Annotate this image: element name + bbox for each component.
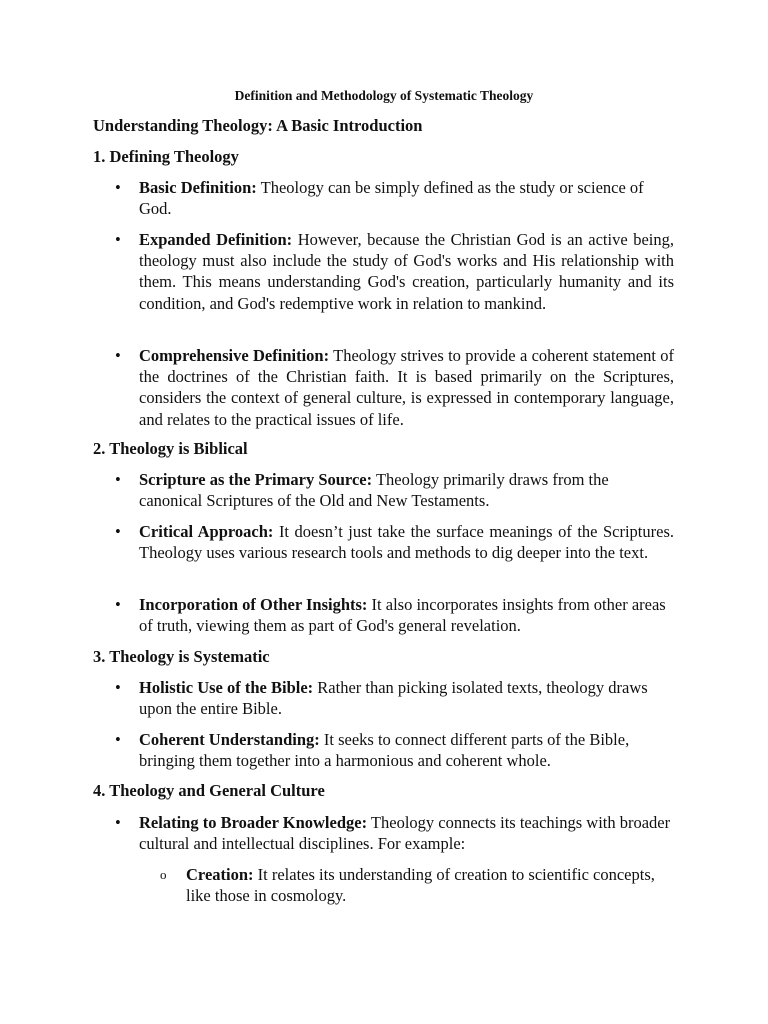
list-item — [139, 469, 674, 511]
item-text: Rather than picking isolated texts, theology draws upon the entire Bible. — [139, 678, 648, 719]
bullet-icon: • — [115, 470, 121, 489]
item-label: Incorporation of Other Insights: — [139, 595, 368, 614]
item-label: Coherent Understanding: — [139, 730, 320, 749]
item-text: Theology primarily draws from the canonical Scriptures of the Old and New Testaments. — [139, 470, 609, 511]
list-item — [139, 177, 674, 219]
item-text: It also incorporates insights from other areas of truth, viewing them as part of God's general revelation. — [139, 595, 666, 636]
list-item — [139, 345, 674, 430]
sub-bullet-icon: o — [160, 867, 167, 882]
section-heading: 4. Theology and General Culture — [93, 781, 325, 800]
item-text: Theology connects its teachings with broader cultural and intellectual disciplines. For example: — [139, 813, 671, 854]
list-item — [139, 729, 674, 771]
item-label: Expanded Definition: — [139, 230, 293, 249]
item-text: Theology strives to provide a coherent statement of the doctrines of the Christian faith. It is based primarily on the Scriptures, considers the context of general culture, is expressed in contemporary language, and relates to the practical issues of life. — [139, 346, 674, 429]
item-label: Scripture as the Primary Source: — [139, 470, 373, 489]
item-label: Critical Approach: — [139, 522, 274, 541]
bullet-icon: • — [115, 595, 121, 614]
section-heading: 3. Theology is Systematic — [93, 647, 270, 666]
bullet-icon: • — [115, 678, 121, 697]
item-label: Basic Definition: — [139, 178, 257, 197]
section-heading: 1. Defining Theology — [93, 147, 239, 166]
item-text: However, because the Christian God is an active being, theology must also include the study of God's works and His relationship with them. This means understanding God's creation, particularly humanity and its condition, and God's redemptive work in relation to mankind. — [139, 230, 674, 313]
bullet-icon: • — [115, 813, 121, 832]
main-heading: Understanding Theology: A Basic Introduction — [93, 116, 423, 135]
list-item — [139, 677, 674, 719]
section-heading: 2. Theology is Biblical — [93, 439, 248, 458]
item-label: Relating to Broader Knowledge: — [139, 813, 368, 832]
item-text: Theology can be simply defined as the study or science of God. — [139, 178, 644, 219]
bullet-icon: • — [115, 230, 121, 249]
list-item — [139, 812, 674, 854]
item-text: It relates its understanding of creation to scientific concepts, like those in cosmology. — [186, 865, 655, 906]
bullet-icon: • — [115, 730, 121, 749]
item-text: It doesn’t just take the surface meanings of the Scriptures. Theology uses various research tools and methods to dig deeper into the text. — [139, 522, 674, 563]
item-label: Comprehensive Definition: — [139, 346, 330, 365]
item-text: It seeks to connect different parts of the Bible, bringing them together into a harmonious and coherent whole. — [139, 730, 630, 771]
list-item — [139, 229, 674, 314]
list-item — [139, 594, 674, 636]
bullet-icon: • — [115, 178, 121, 197]
sub-list-item — [186, 864, 656, 906]
list-item — [139, 521, 674, 563]
document-title: Definition and Methodology of Systematic Theology — [234, 88, 534, 103]
bullet-icon: • — [115, 346, 121, 365]
item-label: Holistic Use of the Bible: — [139, 678, 314, 697]
item-label: Creation: — [186, 865, 254, 884]
bullet-icon: • — [115, 522, 121, 541]
